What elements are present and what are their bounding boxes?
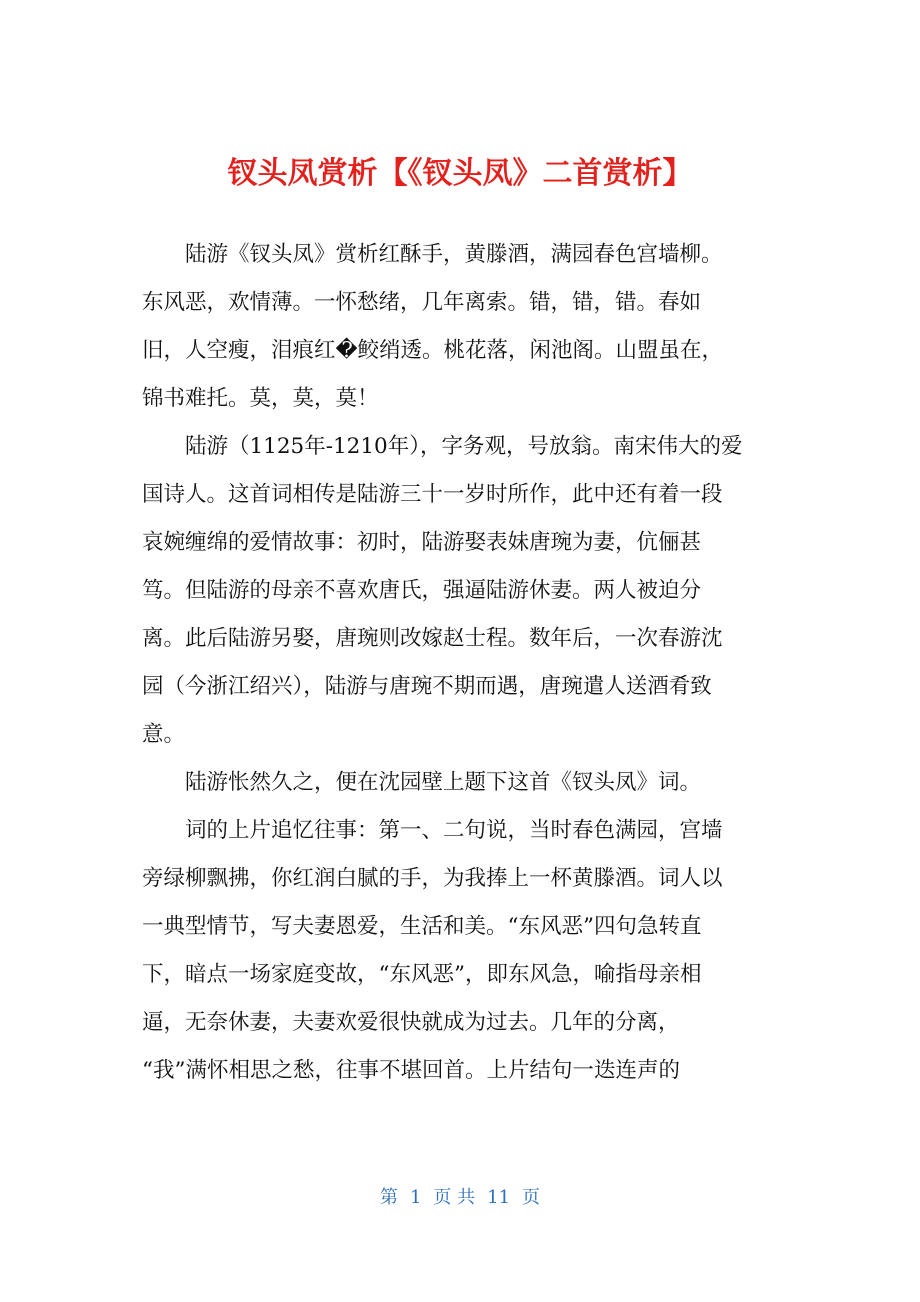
text-line: 哀婉缠绵的爱情故事：初时，陆游娶表妹唐琬为妻，伉俪甚 xyxy=(142,530,702,555)
text-line: 陆游怅然久之，便在沈园壁上题下这首《钗头凤》词。 xyxy=(185,770,702,795)
document-title: 钗头凤赏析【《钗头凤》二首赏析】 xyxy=(227,156,693,191)
text-line: 旧，人空瘦，泪痕红�鲛绡透。桃花落，闲池阁。山盟虽在， xyxy=(142,338,724,363)
text-line: 陆游《钗头凤》赏析红酥手，黄滕酒，满园春色宫墙柳。 xyxy=(185,242,723,267)
text-line: 一典型情节，写夫妻恩爱，生活和美。“东风恶”四句急转直 xyxy=(142,914,702,939)
text-line: 意。 xyxy=(142,722,186,747)
text-line: 国诗人。这首词相传是陆游三十一岁时所作，此中还有着一段 xyxy=(142,482,723,507)
text-line: 锦书难托。莫，莫，莫！ xyxy=(142,386,379,411)
text-line: 东风恶，欢情薄。一怀愁绪，几年离索。错，错，错。春如 xyxy=(142,290,702,315)
text-line: 下，暗点一场家庭变故，“东风恶”，即东风急，喻指母亲相 xyxy=(142,962,702,987)
text-line: “我”满怀相思之愁，往事不堪回首。上片结句一迭连声的 xyxy=(142,1058,680,1083)
footer-prefix: 第 xyxy=(379,1187,398,1208)
page-footer xyxy=(0,1183,920,1209)
text-line: 旁绿柳飘拂，你红润白腻的手，为我捧上一杯黄滕酒。词人以 xyxy=(142,866,723,891)
footer-suffix: 页 xyxy=(522,1187,541,1208)
text-line: 词的上片追忆往事：第一、二句说，当时春色满园，宫墙 xyxy=(185,818,723,843)
footer-total-pages: 11 xyxy=(487,1187,511,1208)
text-line: 离。此后陆游另娶，唐琬则改嫁赵士程。数年后，一次春游沈 xyxy=(142,626,723,651)
footer-page-number: 1 xyxy=(409,1187,422,1208)
footer-middle: 页 共 xyxy=(433,1187,476,1208)
text-line: 逼，无奈休妻，夫妻欢爱很快就成为过去。几年的分离， xyxy=(142,1010,680,1035)
text-line: 笃。但陆游的母亲不喜欢唐氏，强逼陆游休妻。两人被迫分 xyxy=(142,578,702,603)
text-line: 园（今浙江绍兴），陆游与唐琬不期而遇，唐琬遣人送酒肴致 xyxy=(142,674,712,699)
text-line: 陆游（1125年-1210年），字务观，号放翁。南宋伟大的爱 xyxy=(185,434,743,459)
document-body xyxy=(142,231,782,1095)
